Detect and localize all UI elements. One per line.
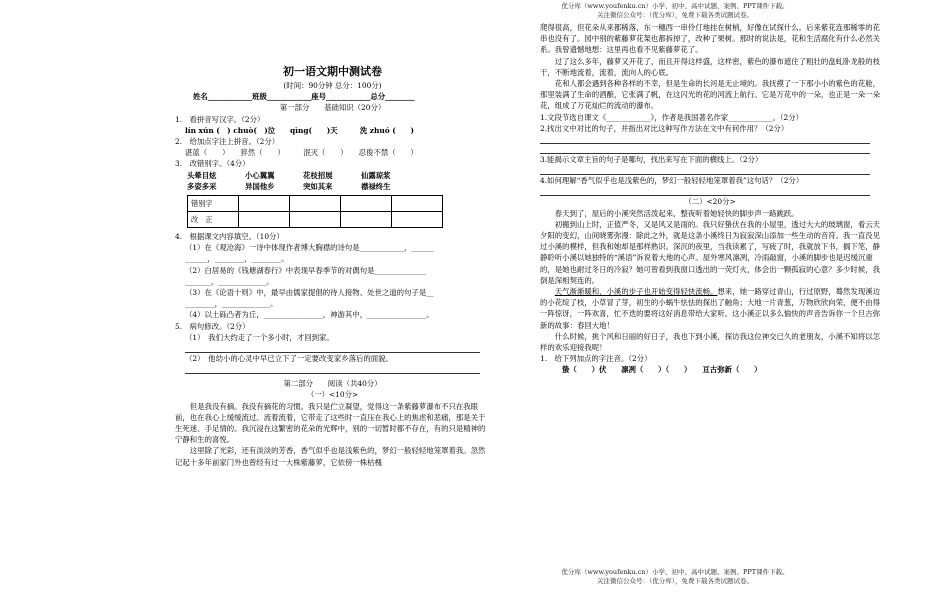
q5-heading: 5. 病句修改。（2分） xyxy=(175,321,250,331)
answer-line xyxy=(185,343,480,353)
header-line-1: 优分库（www.youfenku.cn）小学、初中、高中试题、案例、PPT课件下载。 xyxy=(561,2,789,10)
q1-line: lín xún ( ) chuò( )泣 qìng( )天 洗 zhuó ( ) xyxy=(185,125,415,135)
q5-item-2: （2） 他幼小的心灵中早已立下了一定要改变家乡落后的面貌。 xyxy=(185,354,393,364)
q3-heading: 3. 改错别字。（4分） xyxy=(175,159,250,169)
answer-line xyxy=(540,134,870,144)
student-info: 姓名____________班级____________座号____________总分________ xyxy=(193,92,415,102)
q4-item-4: （4）以土砾凸者为丘，________________，神游其中，________________。 xyxy=(185,310,434,320)
passage1-cont-2: 过了这么多年，藤萝又开花了，而且开得这样盛，这样密，紫色的瀑布遮住了粗壮的盘虬卧龙般的枝干，不断地流着，流着，流向人的心底。 xyxy=(540,56,880,77)
answer-line xyxy=(540,144,870,154)
exam-title: 初一语文期中测试卷 xyxy=(283,65,382,78)
part1-heading: 第一部分 基础知识（20分） xyxy=(279,103,386,113)
word: 花枝招展 xyxy=(303,170,333,180)
passage2-para-4: 什么时候，挑个风和日丽的好日子，我也下到小溪，探访我这位神交已久的老朋友，小溪不知将以怎样的欢乐迎接我呢！ xyxy=(540,331,880,353)
passage2-para-3-rest: 想来，她一路穿过青山，行过原野，蓦然发现溪边的小花绽了枝，小草冒了芽，初生的小蜗牛怯怯的探出了触角；大地一片青葱，万物欣欣向荣，便不由得一阵惊讶，一阵欢喜，忙不迭的要将这好消息带给大家听。这小溪正以多么愉快的声音告诉你一个旦古弥新的故事：春回大地！ xyxy=(540,287,881,330)
q4-heading: 4. 根据课文内容填空。（10分） xyxy=(175,232,284,242)
footer-line-1: 优分库（www.youfenku.cn）小学、初中、高中试题、案例、PPT课件下载。 xyxy=(561,568,789,576)
q4-item-3: （3）在《论语十则》中，最早由儒家提倡的待人接物、处世之道的句子是__ xyxy=(185,288,434,298)
passage2-para-1: 春天到了，屋后的小溪突然活泼起来，整夜听着她轻快的脚步声一路跳跃。 xyxy=(554,208,799,218)
passage1-para-1: 但是我没有摘。我没有摘花的习惯。我只是伫立凝望，觉得这一条紫藤萝瀑布不只在我眼前，也在我心上缓缓流过。流着流着，它带走了这些时一直压在我心上的焦虑和悲痛，那是关于生死迷、手足情的。我沉浸在这繁密的花朵的光辉中，别的一切暂时都不存在，有的只是精神的宁静和生的喜悦。 xyxy=(175,401,486,445)
answer-line xyxy=(540,186,870,196)
correction-table xyxy=(187,195,443,228)
q4-item-2: （2）白居易的《钱塘湖春行》中表现早春季节的对偶句是______________ xyxy=(185,265,427,275)
reading2-heading: （二）<20分> xyxy=(684,197,736,207)
table-row-label: 错别字 xyxy=(188,196,239,212)
reading-q5-line: 蛰（ ）伏 凛冽（ ）（ ） 亘古弥新（ ） xyxy=(562,365,762,375)
answer-line xyxy=(185,364,480,374)
table-row-label: 改 正 xyxy=(188,212,239,228)
page-footer xyxy=(200,568,950,586)
passage1-cont-3: 花和人都会遇到各种各样的不幸，但是生命的长河是无止境的。我抚摸了一下那小小的紫色的花舱，那里装满了生命的酒酿，它张满了帆，在这闪光的花的河流上航行。它是万花中的一朵，也正是一朵一朵花，组成了万花灿烂的流动的瀑布。 xyxy=(540,79,880,111)
answer-line xyxy=(540,165,870,175)
word: 突如其来 xyxy=(303,181,333,191)
word: 头晕目炫 xyxy=(187,170,217,180)
q4-item-2b: _______，_____________。 xyxy=(185,276,274,286)
reading-q3: 3.能揭示文章主旨的句子是哪句，找出来写在下面的横线上。（2分） xyxy=(540,155,763,165)
exam-subtitle: (时间：90分钟 总分：100分) xyxy=(283,81,382,90)
footer-line-2: 关注微信公众号：（优分库），免费下载各类试题试卷。 xyxy=(597,577,753,585)
word: 仙露琼浆 xyxy=(361,170,391,180)
passage2-para-2: 初搬到山上时，正值严冬，又是风又是雨的。我只好蛰伏在我的小屋里，透过大大的玻璃窗，看云天夕阳的变幻，山间晓雾弥漫：除此之外，就是这条小溪终日为寂寂深山添加一些生动的音符。我一直没见过小溪的模样，但我和她却是那样熟识。深沉的夜里，当我读累了，写疲了时，我就放下书，搁下笔，静静聆听小溪以她独特的“溪语”诉说着大地的心声。屋外寒风凛冽，冷雨敲窗，小溪的脚步也是迟缓沉重的，是她也耐过冬日的冷寂？她可曾看到我窗口透出的一荧灯火，体会出一颗孤寂的心意？多少时候，我倒是深相契连的。 xyxy=(540,219,880,285)
word: 襟禄终生 xyxy=(361,181,391,191)
part2-heading: 第二部分 阅读（共40分） xyxy=(283,379,382,389)
right-column xyxy=(540,22,880,376)
q4-item-1b: ______，________，________。 xyxy=(185,254,289,264)
passage2-para-3 xyxy=(540,286,880,331)
passage1-cont-1: 爬得很高，但花朵从来都稀落，东一穗西一串伶仃地挂在树梢，好像在试探什么。后来紫花连那稀零的花串也没有了。园中别的紫藤萝花架也都拆掉了，改种了果树。那时的说法是，花和生活腐化有什么必然关系。我曾遗憾地想：这里再也看不见紫藤萝花了。 xyxy=(540,23,880,55)
word: 多姿多采 xyxy=(187,181,217,191)
word: 小心翼翼 xyxy=(245,170,275,180)
q5-item-1: （1） 我们大约走了一个多小时，才回到家。 xyxy=(185,332,334,342)
q4-item-3b: ________，_____________。 xyxy=(185,299,278,309)
q2-heading: 2. 给加点字注上拼音。（2分） xyxy=(175,137,280,147)
word: 异国他乡 xyxy=(245,181,275,191)
q3-words xyxy=(175,170,490,192)
q1-heading: 1. 看拼音写汉字。（2分） xyxy=(175,114,265,124)
header-line-2: 关注微信公众号：（优分库），免费下载各类试题试卷。 xyxy=(597,11,753,19)
q4-item-1: （1）在《观沧海》一诗中体现作者博大胸襟的诗句是____________，______ xyxy=(185,243,434,253)
reading-q5: 1. 给下列加点的字注音。（2分） xyxy=(540,354,652,364)
reading1-heading: （一）<10分> xyxy=(306,390,359,400)
q2-line: 湛蓝（ ） 猝然（ ） 泯灭（ ） 忍俊不禁（ ） xyxy=(185,148,418,158)
page-header xyxy=(200,2,950,20)
reading-q1: 1.文段节选自课文《____________》，作者是我国著名作家____________。（2分） xyxy=(540,112,804,122)
left-column xyxy=(175,62,490,468)
reading-q4: 4.如何理解“香气似乎也是浅紫色的，梦幻一般轻轻地笼罩着我”这句话？（2分） xyxy=(540,176,804,186)
reading-q2: 2.找出文中对比的句子，并指出对比这种写作方法在文中有何作用？（2分） xyxy=(540,123,789,133)
passage1-para-2: 这里除了光彩，还有淡淡的芳香，香气似乎也是浅紫色的，梦幻一般轻轻地笼罩着我。忽然记起十多年前家门外也曾经有过一大株紫藤萝，它依傍一株枯槐 xyxy=(175,446,486,467)
underlined-sentence: 天气渐渐暖和，小溪的步子也开始变得轻快流畅。 xyxy=(554,287,718,297)
